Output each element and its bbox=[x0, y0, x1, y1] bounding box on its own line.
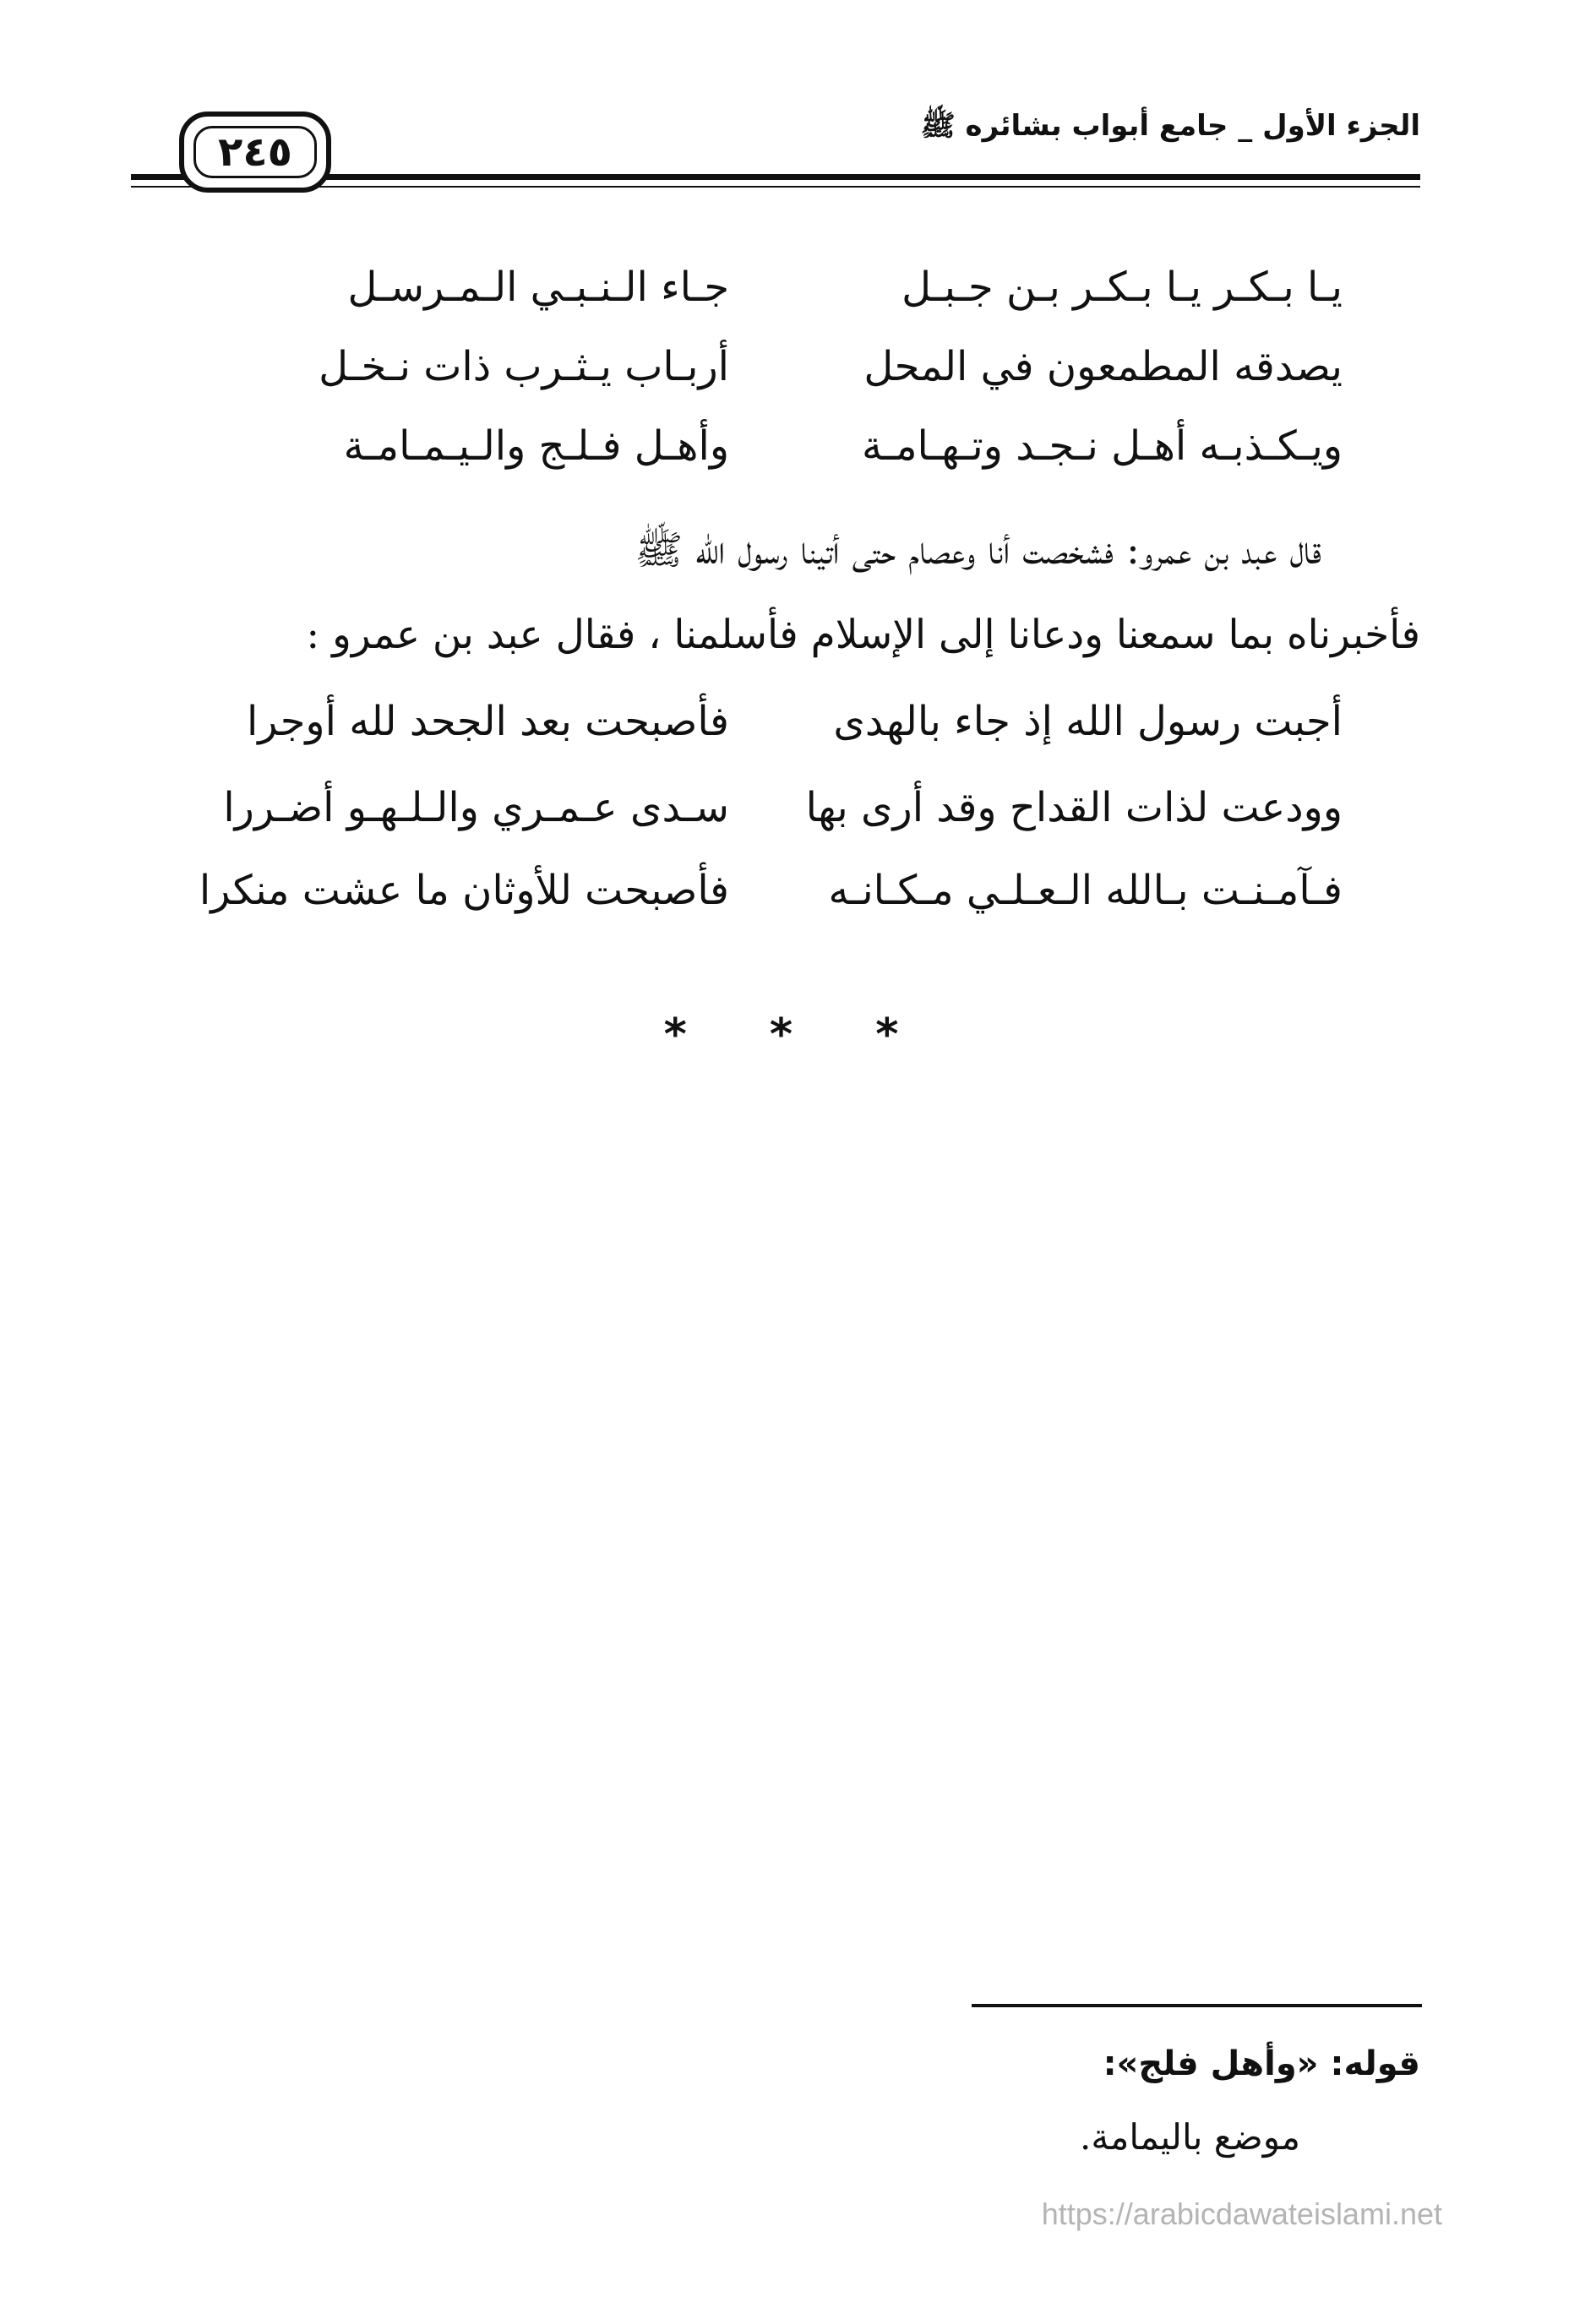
footnote-text: موضع باليمامة. bbox=[1080, 2116, 1300, 2158]
poem1-line3-right: ويـكـذبـه أهـل نـجـد وتـهـامـة bbox=[862, 422, 1343, 470]
poem2-line1-left: فأصبحت بعد الجحد لله أوجرا bbox=[246, 698, 729, 745]
section-separator: * * * bbox=[663, 1010, 933, 1060]
page-number: ٢٤٥ bbox=[193, 126, 317, 178]
poem2-line2-right: وودعت لذات القداح وقد أرى بها bbox=[805, 784, 1343, 831]
poem1-line1-left: جـاء الـنـبـي الـمـرسـل bbox=[347, 264, 729, 311]
poem1-line2-right: يصدقه المطمعون في المحل bbox=[863, 343, 1343, 390]
poem1-line3-left: وأهـل فـلـج والـيـمـامـة bbox=[343, 422, 729, 470]
poem2-line2-left: سـدى عـمـري والـلـهـو أضـررا bbox=[223, 784, 729, 831]
prose-line1: قال عبد بن عمرو: فشخصت أنا وعصام حتى أتينا رسول الله ﷺ bbox=[635, 527, 1321, 574]
footnote-rule bbox=[972, 2004, 1422, 2007]
footnote-heading: قوله: «وأهل فلج»: bbox=[1103, 2044, 1420, 2083]
prose-line2: فأخبرناه بما سمعنا ودعانا إلى الإسلام فأسلمنا ، فقال عبد بن عمرو : bbox=[306, 612, 1420, 658]
poem1-line2-left: أربـاب يـثـرب ذات نـخـل bbox=[319, 343, 729, 390]
watermark-url: https://arabicdawateislami.net bbox=[1041, 2197, 1442, 2231]
poem2-line1-right: أجبت رسول الله إذ جاء بالهدى bbox=[833, 698, 1343, 745]
page-number-frame bbox=[179, 112, 331, 193]
poem1-line1-right: يـا بـكـر يـا بـكـر بـن جـبـل bbox=[901, 264, 1343, 311]
poem2-line3-left: فأصبحت للأوثان ما عشت منكرا bbox=[199, 867, 729, 914]
poem2-line3-right: فـآمـنـت بـالله الـعـلـي مـكـانـه bbox=[828, 867, 1343, 914]
running-head: الجزء الأول _ جامع أبواب بشائره ﷺ bbox=[920, 109, 1420, 143]
header-rule-thin bbox=[131, 186, 1420, 188]
